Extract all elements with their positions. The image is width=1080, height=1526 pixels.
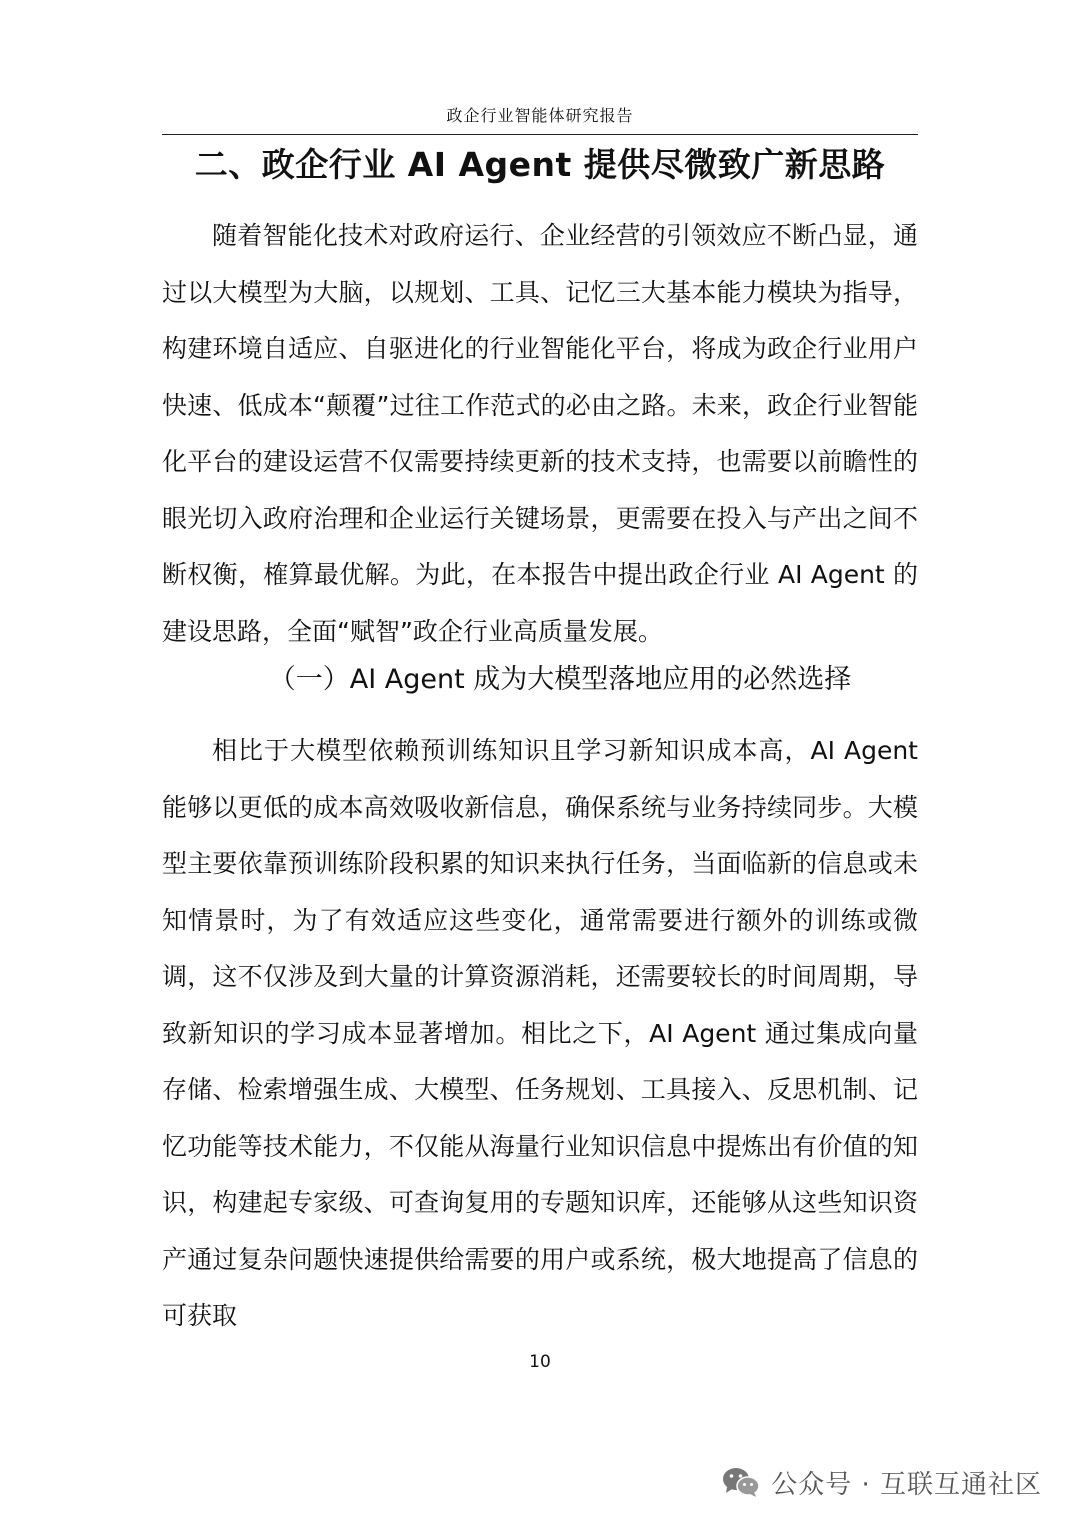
body-paragraph-1: 随着智能化技术对政府运行、企业经营的引领效应不断凸显，通过以大模型为大脑，以规划、工具、记忆三大基本能力模块为指导，构建环境自适应、自驱进化的行业智能化平台，将成为政企行业用户快速、低成本“颠覆”过往工作范式的必由之路。未来，政企行业智能化平台的建设运营不仅需要持续更新的技术支持，也需要以前瞻性的眼光切入政府治理和企业运行关键场景，更需要在投入与产出之间不断权衡，榷算最优解。为此，在本报告中提出政企行业 AI Agent 的建设思路，全面“赋智”政企行业高质量发展。 — [162, 221, 918, 646]
header-divider — [162, 134, 918, 135]
running-header: 政企行业智能体研究报告 — [446, 106, 634, 125]
watermark — [721, 1460, 1042, 1504]
section-title: 二、政企行业 AI Agent 提供尽微致广新思路 — [194, 145, 886, 184]
wechat-icon — [721, 1465, 761, 1499]
body-paragraph-2: 相比于大模型依赖预训练知识且学习新知识成本高，AI Agent 能够以更低的成本高效吸收新信息，确保系统与业务持续同步。大模型主要依靠预训练阶段积累的知识来执行任务，当面临新的信息或未知情景时，为了有效适应这些变化，通常需要进行额外的训练或微调，这不仅涉及到大量的计算资源消耗，还需要较长的时间周期，导致新知识的学习成本显著增加。相比之下，AI Agent 通过集成向量存储、检索增强生成、大模型、任务规划、工具接入、反思机制、记忆功能等技术能力，不仅能从海量行业知识信息中提炼出有价值的知识，构建起专家级、可查询复用的专题知识库，还能够从这些知识资产通过复杂问题快速提供给需要的用户或系统，极大地提高了信息的可获取 — [162, 736, 918, 1330]
subsection-title: （一）AI Agent 成为大模型落地应用的必然选择 — [268, 664, 852, 695]
page-number: 10 — [529, 1352, 551, 1372]
watermark-text: 公众号 · 互联互通社区 — [771, 1469, 1042, 1500]
